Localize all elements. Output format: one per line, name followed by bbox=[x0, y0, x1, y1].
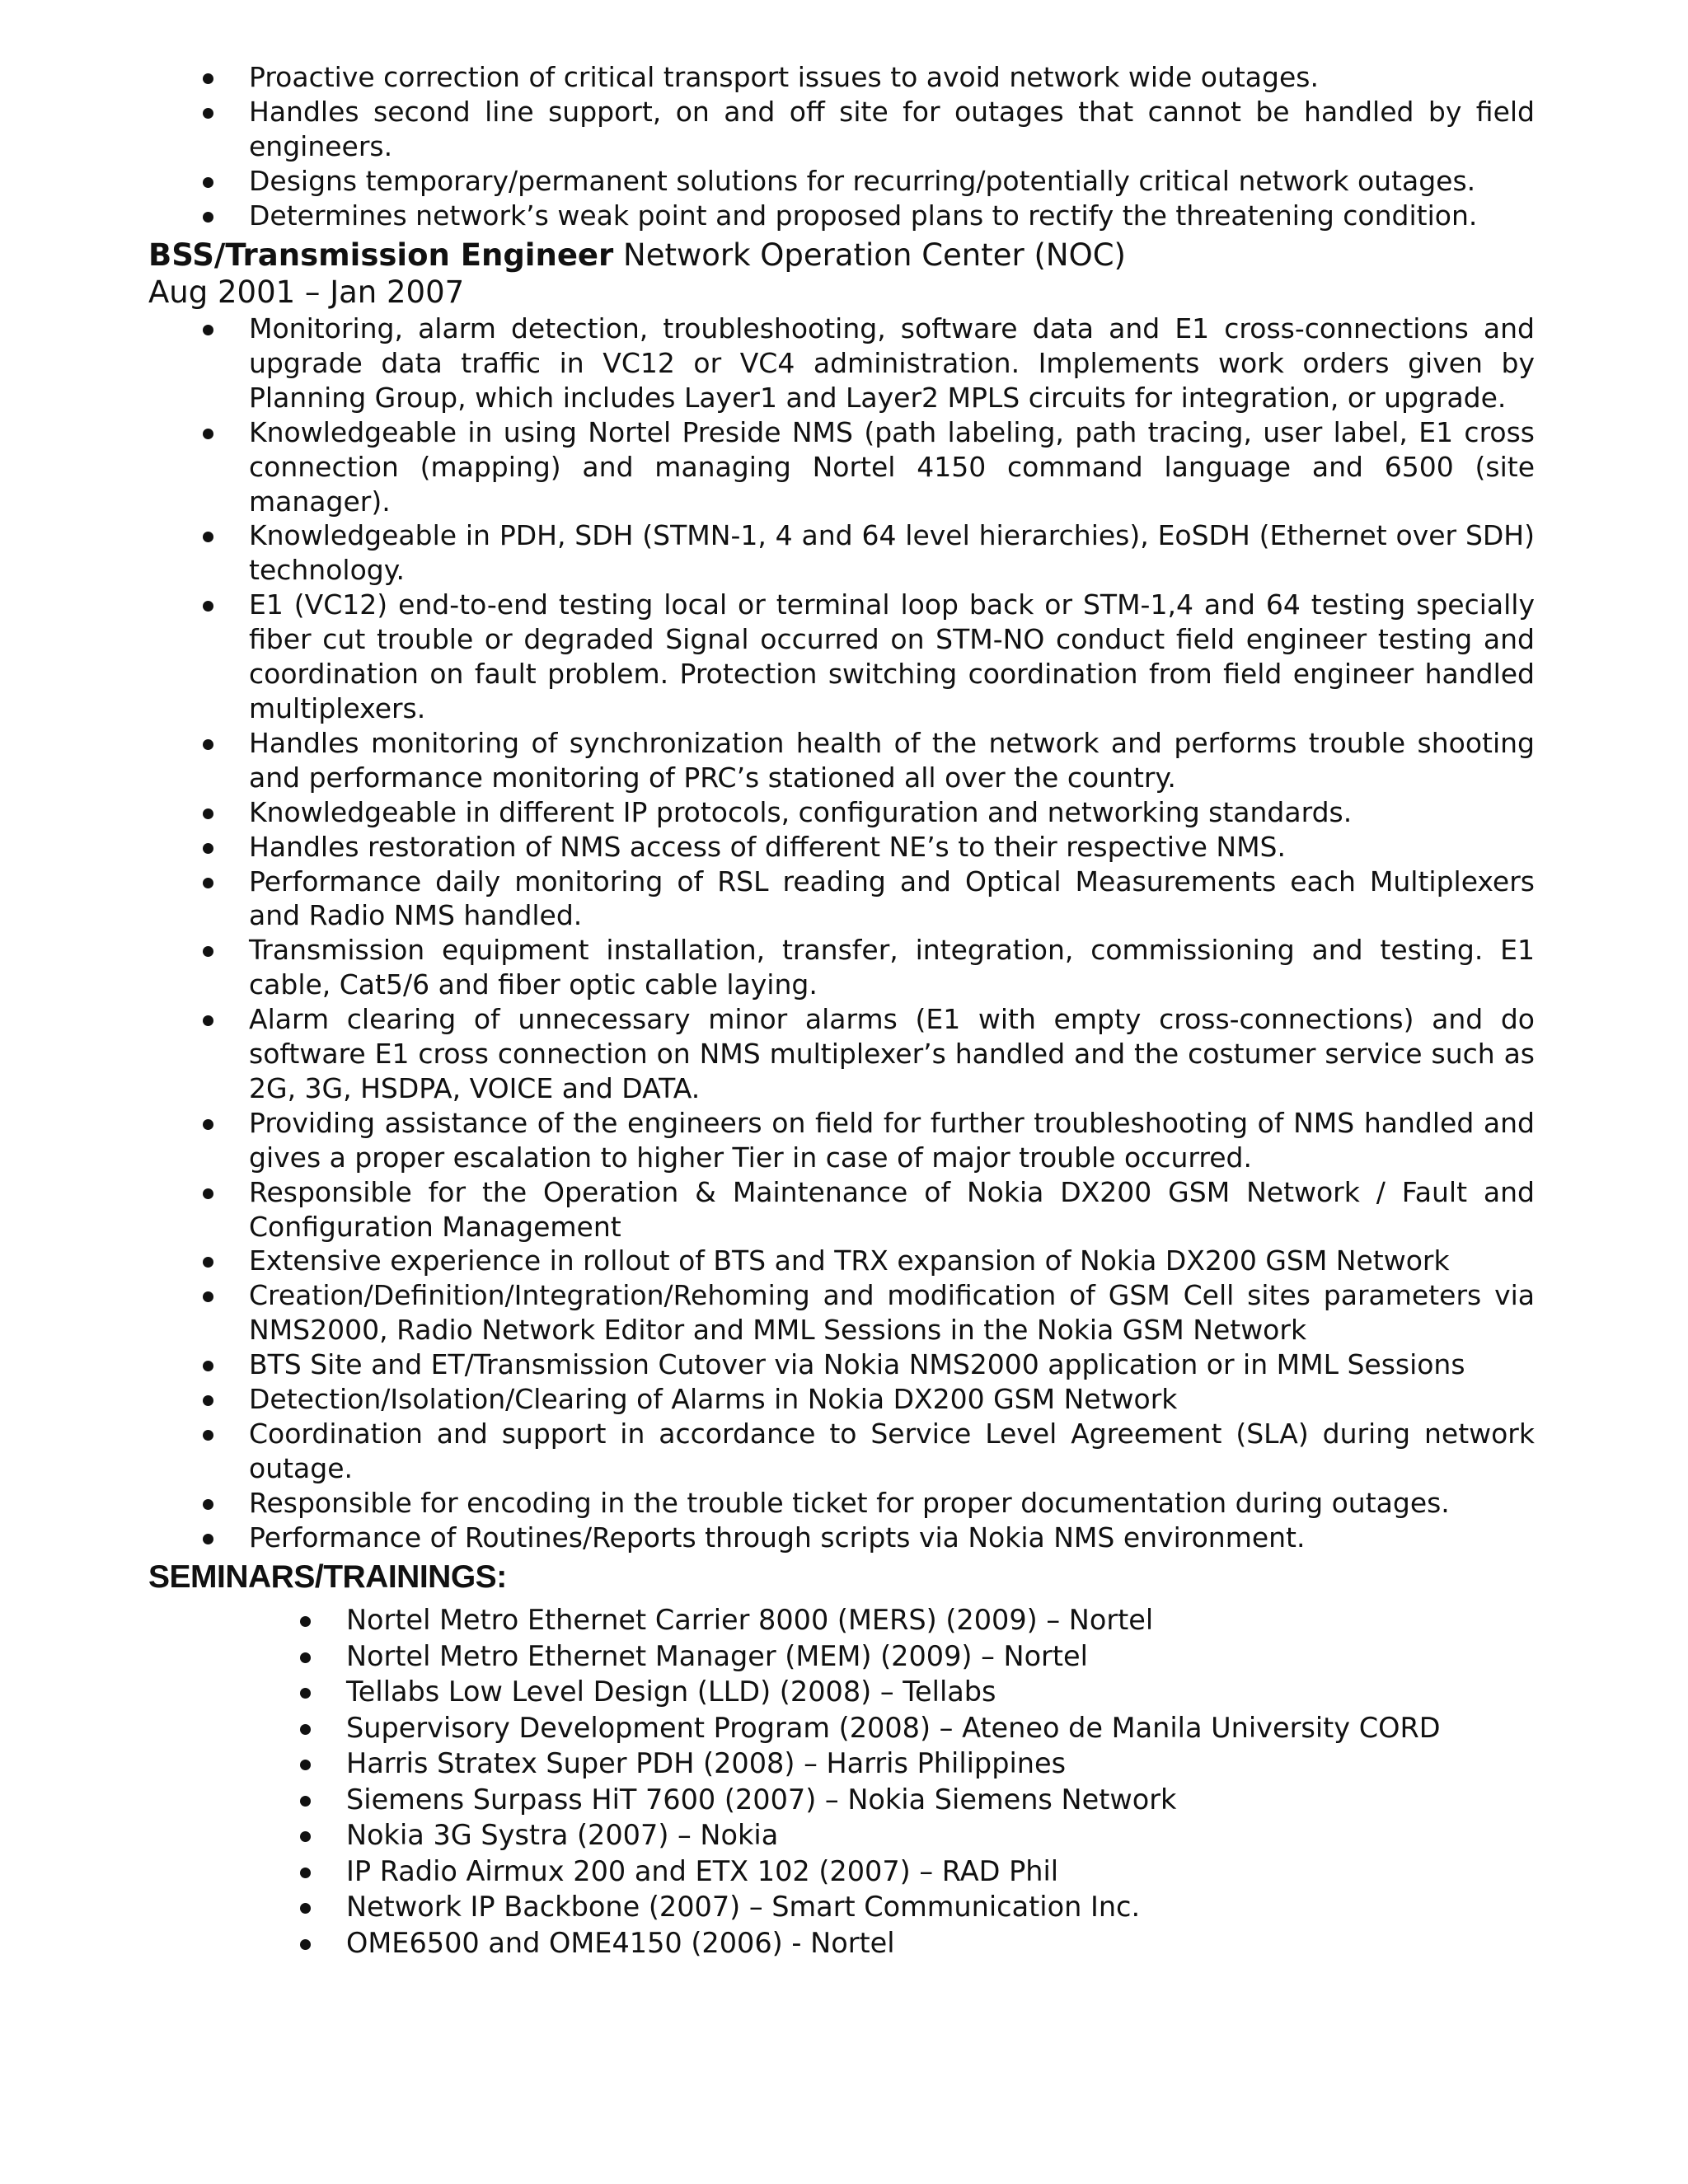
bullet-icon bbox=[300, 1760, 311, 1770]
list-item-text: Handles monitoring of synchronization health of the network and performs trouble shooting and performance monitoring of PRC’s stationed all over the country. bbox=[249, 726, 1535, 794]
bullet-icon bbox=[203, 808, 213, 819]
list-item-text: Responsible for encoding in the trouble ticket for proper documentation during outages. bbox=[249, 1486, 1450, 1519]
list-item-text: Nortel Metro Ethernet Manager (MEM) (2009) – Nortel bbox=[346, 1639, 1088, 1672]
list-item bbox=[346, 1854, 1582, 1890]
list-item bbox=[249, 312, 1535, 415]
bullet-icon bbox=[203, 1534, 213, 1544]
list-item bbox=[249, 95, 1535, 164]
duties-list bbox=[249, 312, 1535, 1555]
list-item bbox=[249, 164, 1535, 199]
list-item-text: Monitoring, alarm detection, troubleshooting, software data and E1 cross-connections and upgrade data traffic in VC12 or VC4 administration. Implements work orders given by Planning Group, which includes Layer1 and Layer2 MPLS circuits for integration, or upgrade. bbox=[249, 312, 1535, 414]
bullet-icon bbox=[203, 1430, 213, 1441]
list-item bbox=[346, 1674, 1582, 1710]
bullet-icon bbox=[300, 1939, 311, 1950]
list-item bbox=[346, 1889, 1582, 1925]
list-item-text: E1 (VC12) end-to-end testing local or terminal loop back or STM-1,4 and 64 testing specially fiber cut trouble or degraded Signal occurred on STM-NO conduct field engineer testing and coordination on fault problem. Protection switching coordination from field engineer handled multiplexers. bbox=[249, 588, 1535, 724]
list-item-text: Harris Stratex Super PDH (2008) – Harris Philippines bbox=[346, 1747, 1067, 1779]
list-item-text: Nokia 3G Systra (2007) – Nokia bbox=[346, 1819, 779, 1851]
job-dates: Aug 2001 – Jan 2007 bbox=[148, 274, 465, 310]
bullet-icon bbox=[203, 1395, 213, 1406]
list-item bbox=[249, 933, 1535, 1002]
bullet-icon bbox=[203, 325, 213, 335]
bullet-icon bbox=[203, 878, 213, 888]
list-item-text: Handles second line support, on and off site for outages that cannot be handled by field engineers. bbox=[249, 96, 1535, 162]
job-title-line bbox=[148, 237, 1126, 274]
list-item bbox=[249, 1278, 1535, 1347]
list-item-text: Creation/Definition/Integration/Rehoming and modification of GSM Cell sites parameters via NMS2000, Radio Network Editor and MML Sessions in the Nokia GSM Network bbox=[249, 1279, 1535, 1347]
list-item bbox=[249, 830, 1535, 865]
bullet-icon bbox=[203, 1119, 213, 1130]
list-item-text: Nortel Metro Ethernet Carrier 8000 (MERS) (2009) – Nortel bbox=[346, 1604, 1154, 1636]
list-item-text: Performance of Routines/Reports through scripts via Nokia NMS environment. bbox=[249, 1521, 1306, 1554]
bullet-icon bbox=[203, 1257, 213, 1268]
bullet-icon bbox=[300, 1688, 311, 1699]
job-title: BSS/Transmission Engineer bbox=[148, 237, 614, 273]
bullet-icon bbox=[203, 212, 213, 223]
bullet-icon bbox=[203, 1361, 213, 1371]
list-item bbox=[249, 726, 1535, 795]
bullet-icon bbox=[300, 1724, 311, 1735]
bullet-icon bbox=[203, 73, 213, 84]
responsibilities-list bbox=[249, 60, 1535, 233]
job-department: Network Operation Center (NOC) bbox=[623, 237, 1126, 273]
bullet-icon bbox=[203, 601, 213, 612]
bullet-icon bbox=[203, 177, 213, 188]
list-item-text: Supervisory Development Program (2008) – Ateneo de Manila University CORD bbox=[346, 1711, 1441, 1744]
list-item-text: Tellabs Low Level Design (LLD) (2008) – Tellabs bbox=[346, 1675, 996, 1708]
list-item bbox=[249, 1347, 1535, 1382]
list-item bbox=[249, 415, 1535, 519]
bullet-icon bbox=[203, 1291, 213, 1302]
list-item-text: Alarm clearing of unnecessary minor alarms (E1 with empty cross-connections) and do software E1 cross connection on NMS multiplexer’s handled and the costumer service such as 2G, 3G, HSDPA, VOICE and DATA. bbox=[249, 1003, 1535, 1104]
list-item-text: Network IP Backbone (2007) – Smart Communication Inc. bbox=[346, 1891, 1141, 1923]
list-item-text: Responsible for the Operation & Maintenance of Nokia DX200 GSM Network / Fault and Configuration Management bbox=[249, 1175, 1535, 1243]
bullet-icon bbox=[203, 739, 213, 750]
list-item-text: Knowledgeable in different IP protocols, configuration and networking standards. bbox=[249, 795, 1353, 828]
list-item-text: Proactive correction of critical transport issues to avoid network wide outages. bbox=[249, 61, 1319, 93]
list-item-text: Providing assistance of the engineers on field for further troubleshooting of NMS handled and gives a proper escalation to higher Tier in case of major trouble occurred. bbox=[249, 1106, 1535, 1174]
bullet-icon bbox=[300, 1616, 311, 1627]
list-item-text: BTS Site and ET/Transmission Cutover via Nokia NMS2000 application or in MML Sessions bbox=[249, 1348, 1465, 1381]
bullet-icon bbox=[203, 1015, 213, 1026]
list-item bbox=[249, 518, 1535, 588]
bullet-icon bbox=[203, 532, 213, 542]
list-item bbox=[346, 1710, 1582, 1746]
list-item-text: Performance daily monitoring of RSL reading and Optical Measurements each Multiplexers and Radio NMS handled. bbox=[249, 865, 1535, 932]
list-item-text: Designs temporary/permanent solutions for recurring/potentially critical network outages. bbox=[249, 165, 1476, 197]
bullet-icon bbox=[300, 1903, 311, 1914]
list-item bbox=[249, 865, 1535, 934]
list-item-text: Transmission equipment installation, transfer, integration, commissioning and testing. E1 cable, Cat5/6 and fiber optic cable laying. bbox=[249, 934, 1535, 1001]
list-item bbox=[249, 1382, 1535, 1417]
list-item-text: Knowledgeable in PDH, SDH (STMN-1, 4 and 64 level hierarchies), EoSDH (Ethernet over SDH) technology. bbox=[249, 519, 1535, 587]
list-item bbox=[346, 1782, 1582, 1818]
list-item bbox=[346, 1746, 1582, 1782]
list-item bbox=[249, 199, 1535, 233]
list-item-text: Coordination and support in accordance to Service Level Agreement (SLA) during network outage. bbox=[249, 1418, 1535, 1484]
list-item-text: Determines network’s weak point and proposed plans to rectify the threatening condition. bbox=[249, 199, 1478, 232]
list-item-text: Knowledgeable in using Nortel Preside NMS (path labeling, path tracing, user label, E1 cross connection (mapping) and managing Nortel 4150 command language and 6500 (site manager). bbox=[249, 415, 1535, 518]
bullet-icon bbox=[300, 1831, 311, 1842]
bullet-icon bbox=[300, 1652, 311, 1663]
list-item bbox=[249, 795, 1535, 830]
list-item-text: Siemens Surpass HiT 7600 (2007) – Nokia Siemens Network bbox=[346, 1783, 1177, 1816]
bullet-icon bbox=[203, 843, 213, 854]
list-item bbox=[346, 1817, 1582, 1854]
list-item-text: Extensive experience in rollout of BTS and TRX expansion of Nokia DX200 GSM Network bbox=[249, 1244, 1450, 1277]
list-item bbox=[249, 1521, 1535, 1555]
seminars-heading: SEMINARS/TRAININGS: bbox=[148, 1559, 507, 1595]
list-item bbox=[249, 588, 1535, 726]
bullet-icon bbox=[203, 1499, 213, 1510]
list-item bbox=[249, 1175, 1535, 1244]
list-item bbox=[249, 1417, 1535, 1486]
bullet-icon bbox=[203, 1188, 213, 1199]
list-item bbox=[249, 60, 1535, 95]
trainings-list bbox=[346, 1602, 1582, 1961]
bullet-icon bbox=[203, 429, 213, 439]
bullet-icon bbox=[203, 946, 213, 957]
bullet-icon bbox=[300, 1796, 311, 1807]
list-item-text: IP Radio Airmux 200 and ETX 102 (2007) – RAD Phil bbox=[346, 1854, 1059, 1887]
list-item bbox=[346, 1638, 1582, 1675]
list-item bbox=[249, 1106, 1535, 1175]
bullet-icon bbox=[300, 1868, 311, 1878]
bullet-icon bbox=[203, 108, 213, 119]
list-item-text: Handles restoration of NMS access of different NE’s to their respective NMS. bbox=[249, 830, 1286, 863]
list-item bbox=[346, 1925, 1582, 1961]
list-item-text: OME6500 and OME4150 (2006) - Nortel bbox=[346, 1926, 895, 1959]
list-item bbox=[249, 1002, 1535, 1106]
list-item bbox=[249, 1486, 1535, 1521]
list-item-text: Detection/Isolation/Clearing of Alarms in Nokia DX200 GSM Network bbox=[249, 1383, 1178, 1416]
list-item bbox=[249, 1244, 1535, 1278]
list-item bbox=[346, 1602, 1582, 1638]
